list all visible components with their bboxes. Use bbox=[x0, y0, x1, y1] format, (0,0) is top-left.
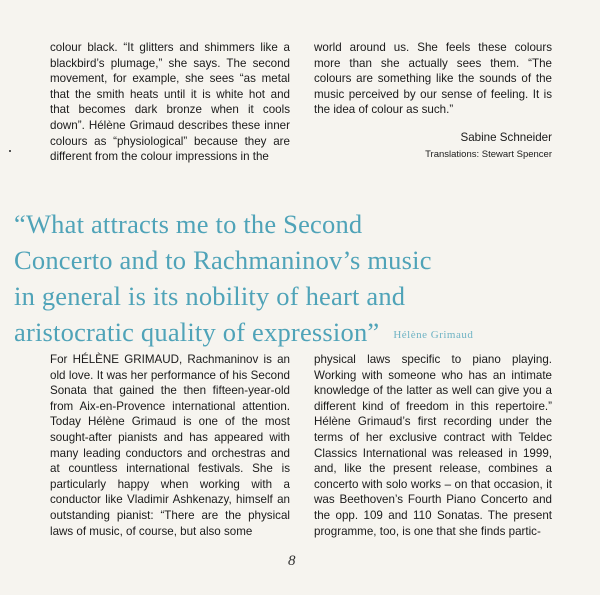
pull-quote-line: aristocratic quality of expression” bbox=[14, 317, 380, 347]
pull-quote-line: “What attracts me to the Second bbox=[14, 209, 363, 239]
pull-quote-last-line bbox=[14, 314, 574, 353]
body-text-column-bottom-left: For HÉLÈNE GRIMAUD, Rachmaninov is an old love. It was her performance of his Second Sonata that gained the then fifteen-year-old from Aix-en-Provence international attention. Today Hélène Grimaud is one of the most sought-after pianists and has appeared with many leading conductors and orchestras and at countless international festivals. She is particularly happy when working with a conductor like Vladimir Ashkenazy, himself an outstanding pianist: “There are the physical laws of music, of course, but also some bbox=[50, 353, 290, 538]
pull-quote-line: Concerto and to Rachmaninov’s music bbox=[14, 245, 432, 275]
print-speck bbox=[9, 150, 11, 152]
author-signature: Sabine Schneider bbox=[460, 131, 552, 144]
pull-quote-line: in general is its nobility of heart and bbox=[14, 281, 406, 311]
page-number: 8 bbox=[288, 553, 296, 569]
body-text-column-top-left: colour black. “It glitters and shimmers like a blackbird’s plumage,” she says. The second movement, for example, she sees “as metal that the smith heats until it is white hot and that becomes dark bronze when it cools down”. Hélène Grimaud describes these inner colours as “physiological” because they are different from the colour impressions in the bbox=[50, 41, 290, 164]
pull-quote-attribution: Hélène Grimaud bbox=[393, 329, 474, 341]
body-text-column-top-right: world around us. She feels these colours more than she actually sees them. “The colours are something like the sounds of the music perceived by our sense of feeling. It is the idea of colour as such.” bbox=[314, 41, 552, 117]
translator-credit: Translations: Stewart Spencer bbox=[425, 149, 552, 160]
body-text-column-bottom-right: physical laws specific to piano playing. Working with someone who has an intimate knowledge of the latter as well can give you a different kind of freedom in this repertoire.” Hélène Grimaud’s first recording under the terms of her exclusive contract with Teldec Classics International was released in 1999, and, like the present release, combines a concerto with solo works – on that occasion, it was Beethoven’s Fourth Piano Concerto and the opp. 109 and 110 Sonatas. The present programme, too, is one that she finds partic- bbox=[314, 353, 552, 538]
pull-quote bbox=[14, 206, 574, 353]
